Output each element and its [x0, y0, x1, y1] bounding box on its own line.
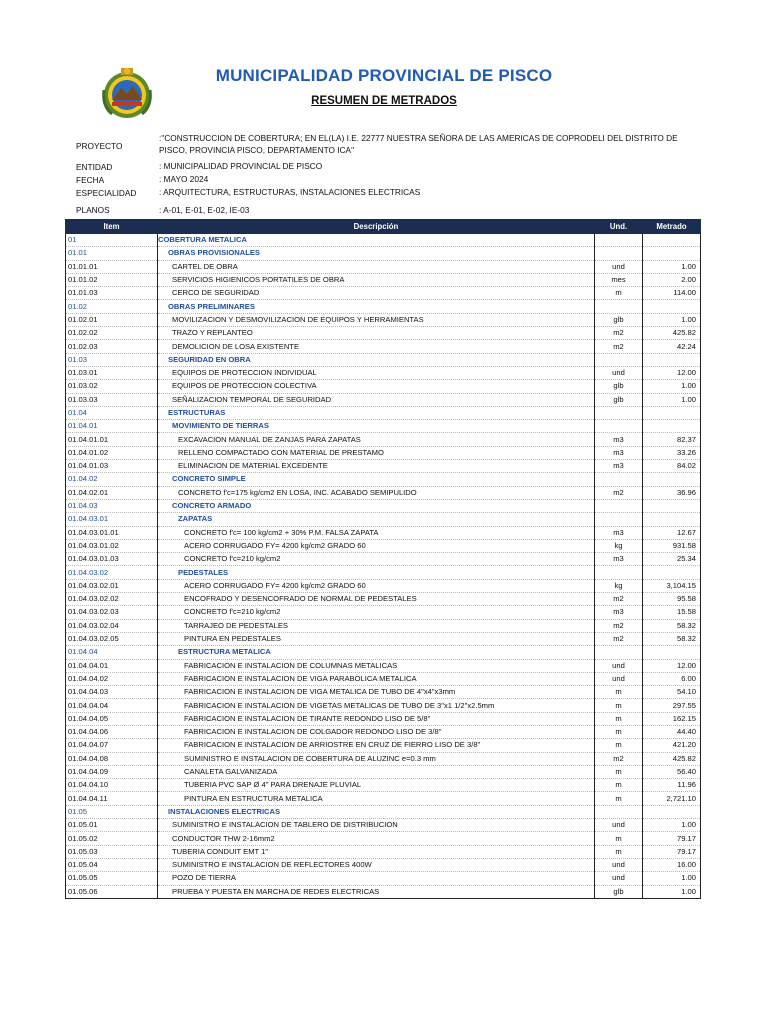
- table-row: [66, 406, 701, 419]
- table-row: [66, 632, 701, 645]
- table-row: [66, 486, 701, 499]
- row-item-code: 01.04.01.03: [66, 460, 158, 473]
- row-unit: [595, 420, 643, 433]
- row-item-code: 01.04.04: [66, 646, 158, 659]
- row-unit: [595, 300, 643, 313]
- row-unit: und: [595, 672, 643, 685]
- row-description: OBRAS PRELIMINARES: [158, 300, 595, 313]
- row-metrado: 54.10: [643, 686, 701, 699]
- table-row: [66, 234, 701, 247]
- table-row: [66, 779, 701, 792]
- row-item-code: 01.03.01: [66, 366, 158, 379]
- info-value: : MAYO 2024: [159, 174, 209, 184]
- info-label: PROYECTO: [76, 141, 123, 151]
- row-metrado: 2,721.10: [643, 792, 701, 805]
- row-metrado: [643, 473, 701, 486]
- row-metrado: 84.02: [643, 460, 701, 473]
- row-item-code: 01.05: [66, 805, 158, 818]
- row-metrado: 1.00: [643, 885, 701, 898]
- row-metrado: 6.00: [643, 672, 701, 685]
- row-unit: m3: [595, 446, 643, 459]
- table-row: [66, 353, 701, 366]
- row-description: ESTRUCTURAS: [158, 406, 595, 419]
- row-unit: [595, 406, 643, 419]
- row-item-code: 01.04.03.02.04: [66, 619, 158, 632]
- table-row: [66, 300, 701, 313]
- row-metrado: 56.40: [643, 765, 701, 778]
- info-value: :"CONSTRUCCION DE COBERTURA; EN EL(LA) I.E. 22777 NUESTRA SEÑORA DE LAS AMERICAS DE COPRODELI DEL DISTRITO DE PISCO, PROVINCIA PISCO, DEPARTAMENTO ICA": [159, 133, 678, 155]
- row-unit: [595, 513, 643, 526]
- row-metrado: 425.82: [643, 752, 701, 765]
- row-item-code: 01.04.04.09: [66, 765, 158, 778]
- row-metrado: 11.96: [643, 779, 701, 792]
- row-description: MOVILIZACION Y DESMOVILIZACION DE EQUIPOS Y HERRAMIENTAS: [158, 313, 595, 326]
- row-unit: m: [595, 739, 643, 752]
- table-row: [66, 858, 701, 871]
- row-unit: glb: [595, 885, 643, 898]
- row-unit: [595, 247, 643, 260]
- row-description: EQUIPOS DE PROTECCION COLECTIVA: [158, 380, 595, 393]
- row-item-code: 01.04.04.08: [66, 752, 158, 765]
- row-unit: und: [595, 858, 643, 871]
- table-row: [66, 752, 701, 765]
- row-item-code: 01.03.03: [66, 393, 158, 406]
- row-metrado: 1.00: [643, 872, 701, 885]
- info-value: : A-01, E-01, E-02, IE-03: [159, 205, 250, 215]
- row-metrado: 82.37: [643, 433, 701, 446]
- info-label: FECHA: [76, 175, 105, 185]
- table-row: [66, 686, 701, 699]
- row-item-code: 01.04.04.07: [66, 739, 158, 752]
- row-description: ACERO CORRUGADO FY= 4200 kg/cm2 GRADO 60: [158, 539, 595, 552]
- table-row: [66, 260, 701, 273]
- row-item-code: 01.04.03: [66, 499, 158, 512]
- row-metrado: 95.58: [643, 593, 701, 606]
- row-unit: m: [595, 725, 643, 738]
- table-row: [66, 327, 701, 340]
- row-metrado: 44.40: [643, 725, 701, 738]
- row-unit: m2: [595, 593, 643, 606]
- row-unit: [595, 646, 643, 659]
- row-item-code: 01.04.03.01.03: [66, 553, 158, 566]
- table-row: [66, 646, 701, 659]
- row-unit: m3: [595, 606, 643, 619]
- row-description: ENCOFRADO Y DESENCOFRADO DE NORMAL DE PEDESTALES: [158, 593, 595, 606]
- row-description: ELIMINACION DE MATERIAL EXCEDENTE: [158, 460, 595, 473]
- table-row: [66, 433, 701, 446]
- row-metrado: 58.32: [643, 619, 701, 632]
- table-row: [66, 885, 701, 898]
- row-item-code: 01.04.04.01: [66, 659, 158, 672]
- row-unit: m2: [595, 486, 643, 499]
- row-metrado: 25.34: [643, 553, 701, 566]
- info-value: : MUNICIPALIDAD PROVINCIAL DE PISCO: [159, 161, 323, 171]
- table-row: [66, 273, 701, 286]
- row-description: CONCRETO ARMADO: [158, 499, 595, 512]
- row-description: TRAZO Y REPLANTEO: [158, 327, 595, 340]
- row-unit: m3: [595, 460, 643, 473]
- row-item-code: 01.04.04.02: [66, 672, 158, 685]
- table-row: [66, 473, 701, 486]
- row-metrado: 162.15: [643, 712, 701, 725]
- row-unit: und: [595, 872, 643, 885]
- info-label: PLANOS: [76, 205, 110, 215]
- row-metrado: [643, 566, 701, 579]
- row-description: PINTURA EN PEDESTALES: [158, 632, 595, 645]
- table-row: [66, 539, 701, 552]
- row-item-code: 01.04.03.01.01: [66, 526, 158, 539]
- row-description: CERCO DE SEGURIDAD: [158, 287, 595, 300]
- row-metrado: [643, 499, 701, 512]
- row-item-code: 01.01: [66, 247, 158, 260]
- row-unit: m: [595, 765, 643, 778]
- col-header-metrado: Metrado: [643, 220, 701, 234]
- row-metrado: 114.00: [643, 287, 701, 300]
- row-description: FABRICACION E INSTALACION DE COLUMNAS METALICAS: [158, 659, 595, 672]
- row-description: FABRICACION E INSTALACION DE ARRIOSTRE EN CRUZ DE FIERRO LISO DE 3/8": [158, 739, 595, 752]
- row-unit: m: [595, 845, 643, 858]
- col-header-item: Item: [66, 220, 158, 234]
- row-description: SUMINISTRO E INSTALACION DE TABLERO DE DISTRIBUCION: [158, 819, 595, 832]
- row-unit: glb: [595, 393, 643, 406]
- row-description: COBERTURA METALICA: [158, 234, 595, 247]
- row-description: EQUIPOS DE PROTECCION INDIVIDUAL: [158, 366, 595, 379]
- row-unit: m3: [595, 433, 643, 446]
- row-item-code: 01.05.04: [66, 858, 158, 871]
- row-unit: m2: [595, 752, 643, 765]
- metrados-table: [65, 219, 701, 899]
- row-unit: glb: [595, 380, 643, 393]
- row-description: SEÑALIZACION TEMPORAL DE SEGURIDAD: [158, 393, 595, 406]
- info-label: ENTIDAD: [76, 162, 113, 172]
- row-description: TUBERIA PVC SAP Ø 4" PARA DRENAJE PLUVIAL: [158, 779, 595, 792]
- row-unit: [595, 353, 643, 366]
- row-item-code: 01.04.03.01.02: [66, 539, 158, 552]
- row-unit: und: [595, 366, 643, 379]
- row-item-code: 01.02.01: [66, 313, 158, 326]
- table-row: [66, 340, 701, 353]
- row-unit: [595, 473, 643, 486]
- row-metrado: [643, 420, 701, 433]
- row-metrado: 421.20: [643, 739, 701, 752]
- row-item-code: 01.04.03.02.05: [66, 632, 158, 645]
- table-row: [66, 672, 701, 685]
- row-description: FABRICACION E INSTALACION DE VIGETAS METALICAS DE TUBO DE 3"x1 1/2"x2.5mm: [158, 699, 595, 712]
- row-item-code: 01.04.03.02.03: [66, 606, 158, 619]
- municipal-crest-logo: [100, 66, 154, 120]
- row-metrado: 15.58: [643, 606, 701, 619]
- row-description: MOVIMIENTO DE TIERRAS: [158, 420, 595, 433]
- row-metrado: 1.00: [643, 393, 701, 406]
- row-unit: m2: [595, 619, 643, 632]
- row-metrado: 1.00: [643, 380, 701, 393]
- table-row: [66, 619, 701, 632]
- page-title: MUNICIPALIDAD PROVINCIAL DE PISCO: [215, 66, 553, 85]
- row-description: CONCRETO SIMPLE: [158, 473, 595, 486]
- table-row: [66, 606, 701, 619]
- row-item-code: 01.05.06: [66, 885, 158, 898]
- table-row: [66, 553, 701, 566]
- row-metrado: 1.00: [643, 260, 701, 273]
- row-metrado: [643, 247, 701, 260]
- table-row: [66, 845, 701, 858]
- row-unit: kg: [595, 579, 643, 592]
- info-value: : ARQUITECTURA, ESTRUCTURAS, INSTALACIONES ELECTRICAS: [159, 187, 421, 197]
- row-unit: und: [595, 659, 643, 672]
- col-header-und: Und.: [595, 220, 643, 234]
- row-unit: m: [595, 779, 643, 792]
- row-description: CONCRETO f'c= 100 kg/cm2 + 30% P.M. FALSA ZAPATA: [158, 526, 595, 539]
- page-subtitle: RESUMEN DE METRADOS: [311, 95, 457, 107]
- table-row: [66, 380, 701, 393]
- row-item-code: 01.02.03: [66, 340, 158, 353]
- row-item-code: 01.01.02: [66, 273, 158, 286]
- row-description: DEMOLICION DE LOSA EXISTENTE: [158, 340, 595, 353]
- row-item-code: 01.04.04.04: [66, 699, 158, 712]
- row-description: CONCRETO f'c=210 kg/cm2: [158, 553, 595, 566]
- row-metrado: 3,104.15: [643, 579, 701, 592]
- row-unit: m: [595, 686, 643, 699]
- row-unit: m2: [595, 327, 643, 340]
- row-item-code: 01.04.04.10: [66, 779, 158, 792]
- row-item-code: 01: [66, 234, 158, 247]
- row-unit: [595, 805, 643, 818]
- row-metrado: 79.17: [643, 845, 701, 858]
- row-unit: m3: [595, 526, 643, 539]
- row-metrado: 2.00: [643, 273, 701, 286]
- row-metrado: [643, 234, 701, 247]
- table-row: [66, 513, 701, 526]
- table-row: [66, 446, 701, 459]
- row-item-code: 01.04.03.01: [66, 513, 158, 526]
- row-description: CARTEL DE OBRA: [158, 260, 595, 273]
- row-item-code: 01.04.03.02: [66, 566, 158, 579]
- row-unit: m: [595, 287, 643, 300]
- row-metrado: 12.67: [643, 526, 701, 539]
- row-item-code: 01.05.03: [66, 845, 158, 858]
- table-row: [66, 526, 701, 539]
- table-row: [66, 765, 701, 778]
- table-row: [66, 659, 701, 672]
- row-description: SEGURIDAD EN OBRA: [158, 353, 595, 366]
- row-unit: [595, 234, 643, 247]
- row-metrado: 12.00: [643, 366, 701, 379]
- table-row: [66, 393, 701, 406]
- row-description: PINTURA EN ESTRUCTURA METALICA: [158, 792, 595, 805]
- row-description: SUMINISTRO E INSTALACION DE REFLECTORES 400W: [158, 858, 595, 871]
- table-row: [66, 247, 701, 260]
- table-row: [66, 819, 701, 832]
- row-description: TUBERIA CONDUIT EMT 1": [158, 845, 595, 858]
- row-item-code: 01.05.01: [66, 819, 158, 832]
- table-row: [66, 739, 701, 752]
- row-metrado: 36.96: [643, 486, 701, 499]
- row-unit: m2: [595, 340, 643, 353]
- table-row: [66, 699, 701, 712]
- row-metrado: [643, 353, 701, 366]
- row-item-code: 01.04: [66, 406, 158, 419]
- table-row: [66, 366, 701, 379]
- row-unit: [595, 566, 643, 579]
- row-item-code: 01.04.04.06: [66, 725, 158, 738]
- row-unit: m3: [595, 553, 643, 566]
- row-item-code: 01.04.04.05: [66, 712, 158, 725]
- row-description: CONCRETO f'c=210 kg/cm2: [158, 606, 595, 619]
- row-unit: kg: [595, 539, 643, 552]
- row-description: PRUEBA Y PUESTA EN MARCHA DE REDES ELECTRICAS: [158, 885, 595, 898]
- row-description: OBRAS PROVISIONALES: [158, 247, 595, 260]
- table-row: [66, 579, 701, 592]
- row-description: SUMINISTRO E INSTALACION DE COBERTURA DE ALUZINC e=0.3 mm: [158, 752, 595, 765]
- row-metrado: 12.00: [643, 659, 701, 672]
- row-description: CANALETA GALVANIZADA: [158, 765, 595, 778]
- row-metrado: 79.17: [643, 832, 701, 845]
- row-unit: mes: [595, 273, 643, 286]
- row-unit: glb: [595, 313, 643, 326]
- table-row: [66, 872, 701, 885]
- row-description: RELLENO COMPACTADO CON MATERIAL DE PRESTAMO: [158, 446, 595, 459]
- row-unit: m: [595, 792, 643, 805]
- row-description: CONCRETO f'c=175 kg/cm2 EN LOSA, INC. ACABADO SEMIPULIDO: [158, 486, 595, 499]
- table-row: [66, 712, 701, 725]
- row-item-code: 01.04.04.03: [66, 686, 158, 699]
- table-header-row: [66, 220, 701, 234]
- row-description: FABRICACION E INSTALACION DE VIGA PARABOLICA METALICA: [158, 672, 595, 685]
- row-metrado: 58.32: [643, 632, 701, 645]
- row-unit: [595, 499, 643, 512]
- row-description: FABRICACION E INSTALACION DE TIRANTE REDONDO LISO DE 5/8": [158, 712, 595, 725]
- row-item-code: 01.01.01: [66, 260, 158, 273]
- row-item-code: 01.04.01: [66, 420, 158, 433]
- row-description: TARRAJEO DE PEDESTALES: [158, 619, 595, 632]
- row-unit: und: [595, 819, 643, 832]
- row-description: FABRICACION E INSTALACION DE VIGA METALICA DE TUBO DE 4"x4"x3mm: [158, 686, 595, 699]
- row-metrado: [643, 646, 701, 659]
- row-description: CONDUCTOR THW 2-16mm2: [158, 832, 595, 845]
- row-description: POZO DE TIERRA: [158, 872, 595, 885]
- row-unit: m2: [595, 632, 643, 645]
- row-description: FABRICACION E INSTALACION DE COLGADOR REDONDO LISO DE 3/8": [158, 725, 595, 738]
- table-row: [66, 725, 701, 738]
- row-unit: und: [595, 260, 643, 273]
- row-item-code: 01.05.05: [66, 872, 158, 885]
- table-row: [66, 832, 701, 845]
- row-description: SERVICIOS HIGIENICOS PORTATILES DE OBRA: [158, 273, 595, 286]
- table-row: [66, 313, 701, 326]
- row-unit: m: [595, 832, 643, 845]
- row-item-code: 01.04.04.11: [66, 792, 158, 805]
- row-metrado: 1.00: [643, 313, 701, 326]
- row-item-code: 01.04.01.02: [66, 446, 158, 459]
- row-description: ZAPATAS: [158, 513, 595, 526]
- row-metrado: 425.82: [643, 327, 701, 340]
- row-metrado: 1.00: [643, 819, 701, 832]
- row-item-code: 01.02: [66, 300, 158, 313]
- row-item-code: 01.02.02: [66, 327, 158, 340]
- row-item-code: 01.04.03.02.01: [66, 579, 158, 592]
- table-row: [66, 499, 701, 512]
- table-body: [66, 234, 701, 899]
- row-metrado: [643, 406, 701, 419]
- row-unit: m: [595, 712, 643, 725]
- row-item-code: 01.04.01.01: [66, 433, 158, 446]
- row-metrado: 16.00: [643, 858, 701, 871]
- row-metrado: 42.24: [643, 340, 701, 353]
- row-item-code: 01.01.03: [66, 287, 158, 300]
- table-row: [66, 460, 701, 473]
- table-row: [66, 792, 701, 805]
- row-description: ACERO CORRUGADO FY= 4200 kg/cm2 GRADO 60: [158, 579, 595, 592]
- row-description: EXCAVACION MANUAL DE ZANJAS PARA ZAPATAS: [158, 433, 595, 446]
- row-metrado: 931.58: [643, 539, 701, 552]
- row-description: PEDESTALES: [158, 566, 595, 579]
- info-label: ESPECIALIDAD: [76, 188, 137, 198]
- row-description: ESTRUCTURA METALICA: [158, 646, 595, 659]
- row-item-code: 01.05.02: [66, 832, 158, 845]
- row-metrado: [643, 805, 701, 818]
- row-item-code: 01.03: [66, 353, 158, 366]
- table-row: [66, 287, 701, 300]
- row-metrado: [643, 513, 701, 526]
- row-item-code: 01.04.02: [66, 473, 158, 486]
- row-description: INSTALACIONES ELECTRICAS: [158, 805, 595, 818]
- table-row: [66, 566, 701, 579]
- table-row: [66, 805, 701, 818]
- table-row: [66, 420, 701, 433]
- row-item-code: 01.03.02: [66, 380, 158, 393]
- table-row: [66, 593, 701, 606]
- row-metrado: 33.26: [643, 446, 701, 459]
- row-metrado: [643, 300, 701, 313]
- col-header-descripcion: Descripción: [158, 220, 595, 234]
- row-item-code: 01.04.02.01: [66, 486, 158, 499]
- row-metrado: 297.55: [643, 699, 701, 712]
- row-item-code: 01.04.03.02.02: [66, 593, 158, 606]
- row-unit: m: [595, 699, 643, 712]
